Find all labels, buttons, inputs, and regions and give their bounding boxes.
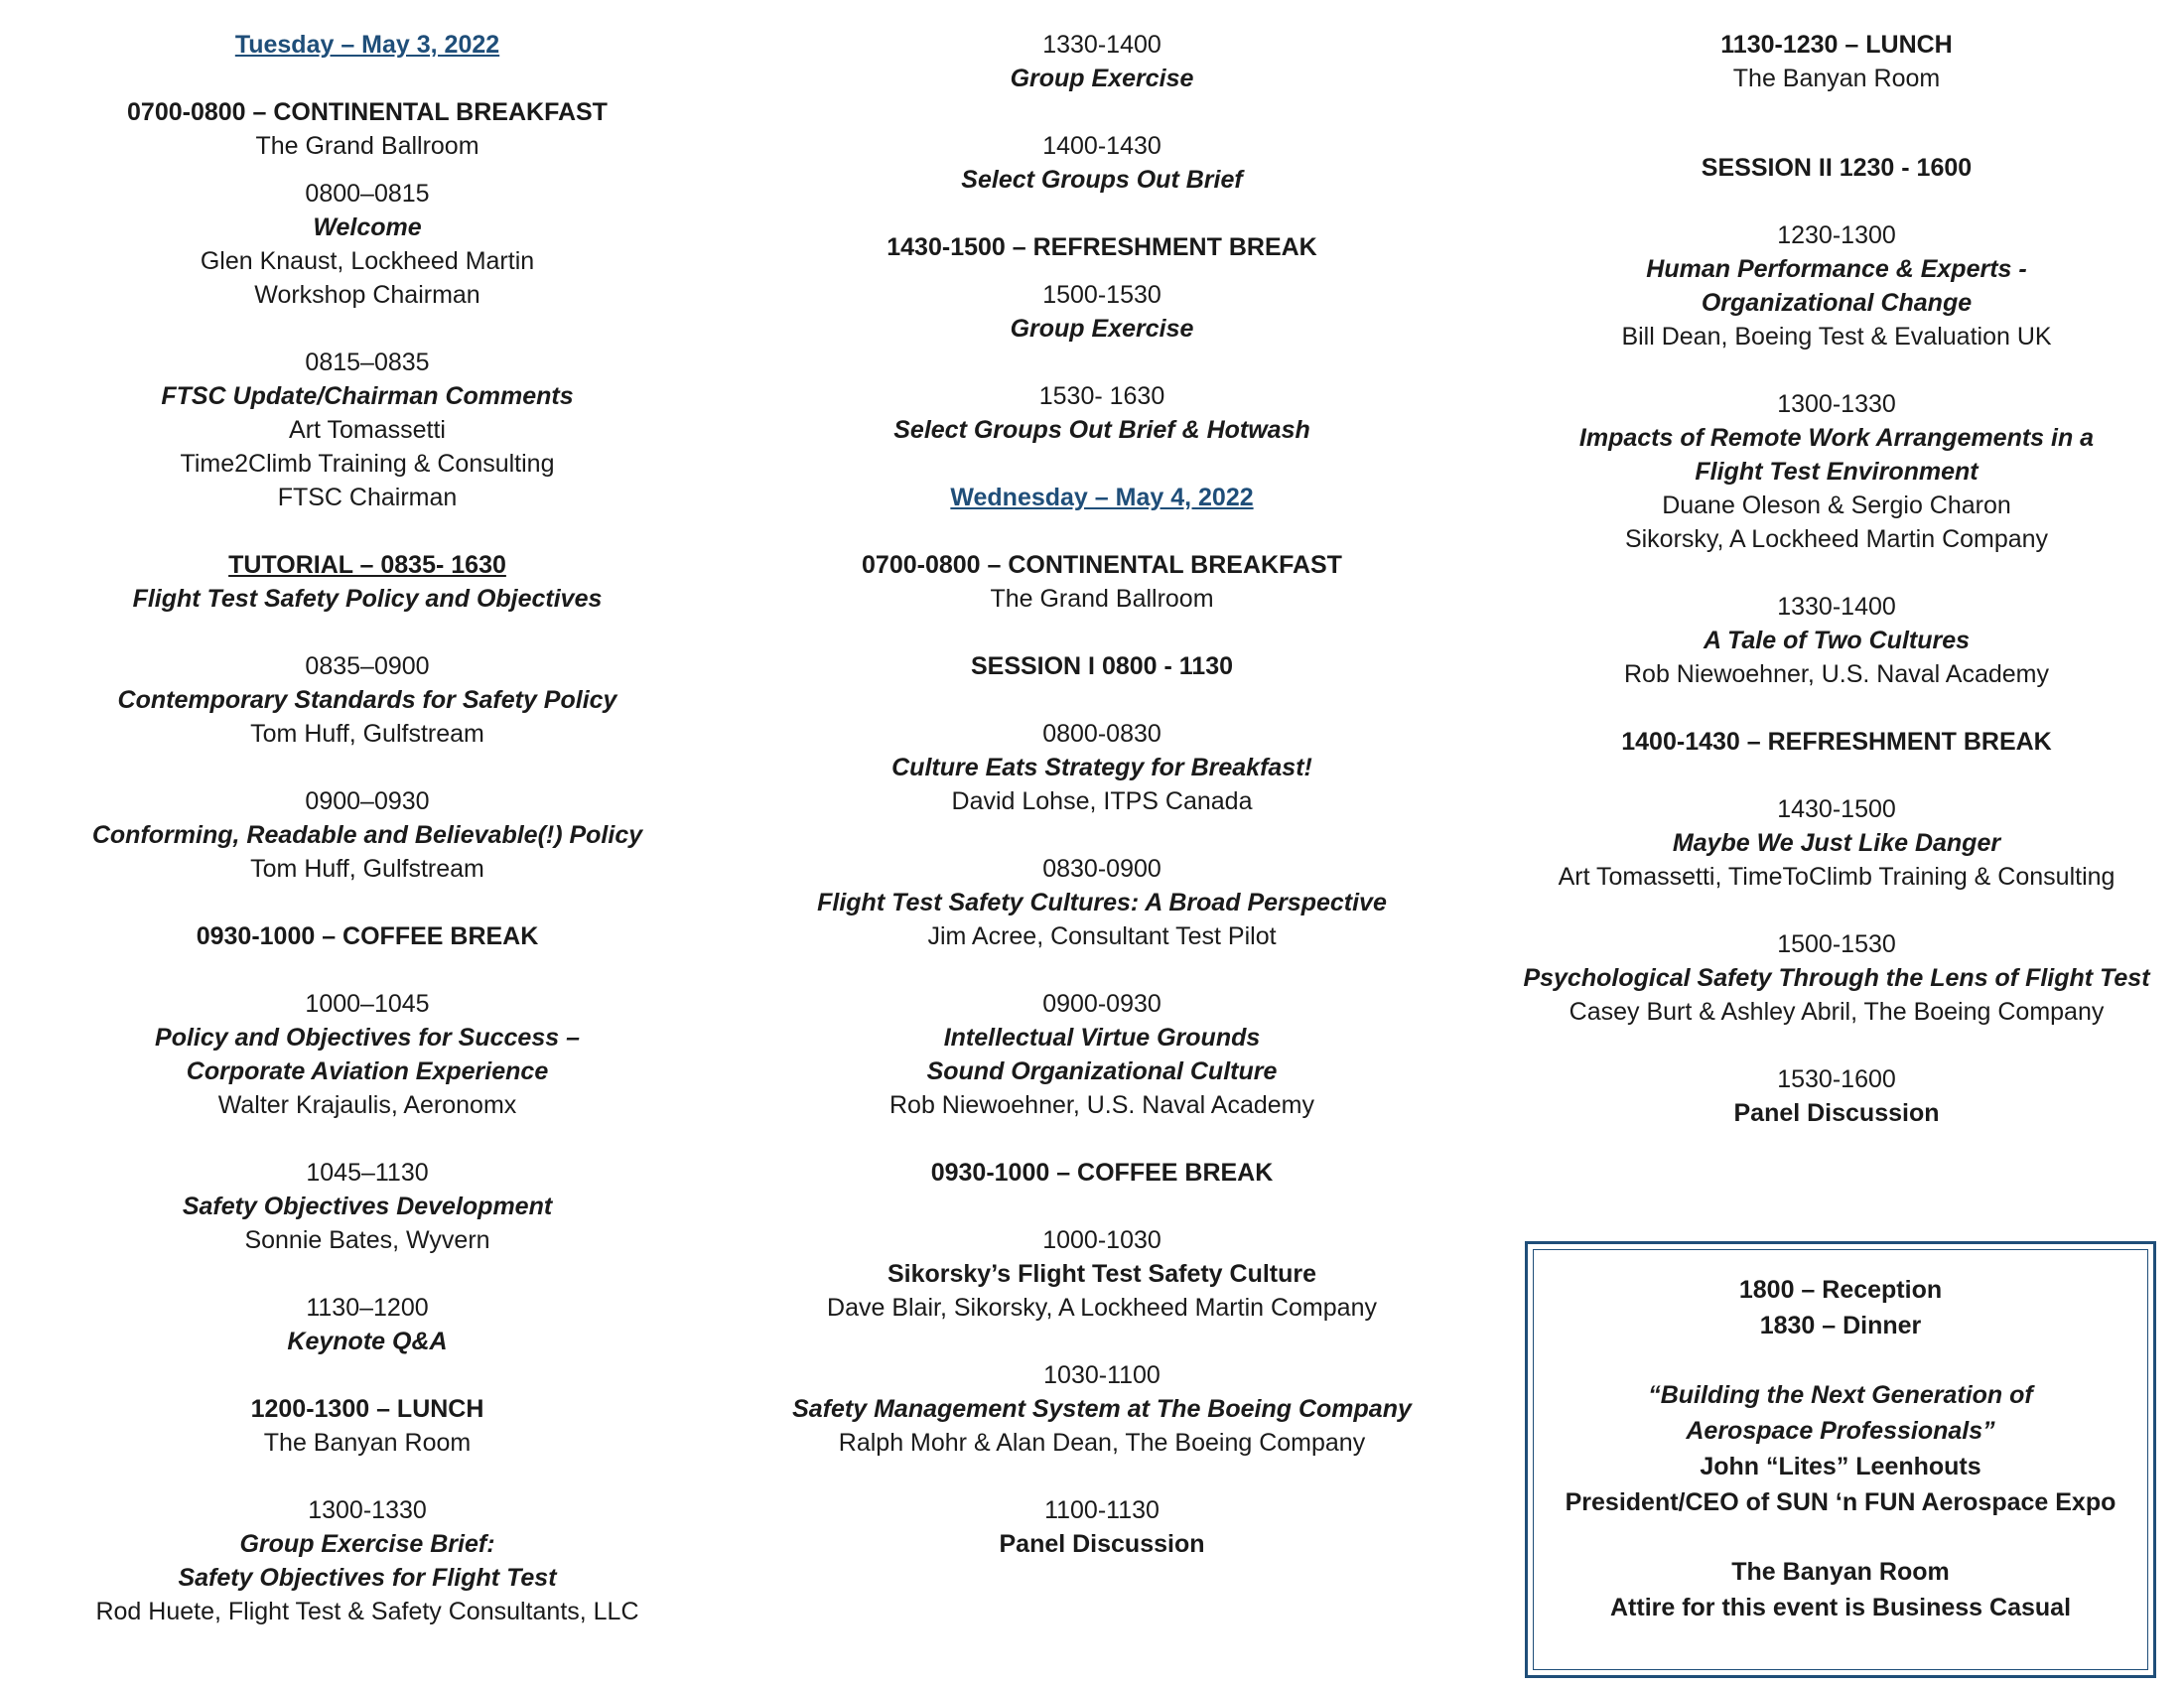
session-title-cont: Safety Objectives for Flight Test xyxy=(178,1564,557,1592)
session-time: 1400-1430 xyxy=(1042,132,1161,160)
session-time: 1000-1030 xyxy=(1042,1226,1161,1254)
session-time: 1500-1530 xyxy=(1042,281,1161,309)
session-time: 0835–0900 xyxy=(305,652,430,680)
break-header: 0700-0800 – CONTINENTAL BREAKFAST xyxy=(862,551,1342,579)
speaker: Rob Niewoehner, U.S. Naval Academy xyxy=(889,1091,1314,1119)
session-title: Human Performance & Experts - xyxy=(1646,255,2027,283)
session-title: FTSC Update/Chairman Comments xyxy=(161,382,574,410)
location: The Banyan Room xyxy=(1732,65,1941,92)
speaker-role: Workshop Chairman xyxy=(254,281,480,309)
agenda-column-tuesday-afternoon-wednesday xyxy=(774,28,1430,1561)
keynote-speaker-role: President/CEO of SUN ‘n FUN Aerospace Expo xyxy=(1565,1488,2116,1516)
dinner-time: 1830 – Dinner xyxy=(1759,1312,1922,1339)
session-time: 0815–0835 xyxy=(305,349,430,376)
session-time: 0800-0830 xyxy=(1042,720,1161,748)
session-time: 1300-1330 xyxy=(1777,390,1896,418)
break-header: 0930-1000 – COFFEE BREAK xyxy=(930,1159,1274,1187)
session-title: Contemporary Standards for Safety Policy xyxy=(117,686,617,714)
session-title: Intellectual Virtue Grounds xyxy=(943,1024,1261,1052)
speaker: Art Tomassetti xyxy=(289,416,446,444)
session-title: Keynote Q&A xyxy=(287,1328,448,1355)
session-title: Safety Management System at The Boeing Company xyxy=(792,1395,1412,1423)
break-header: 1200-1300 – LUNCH xyxy=(250,1395,484,1423)
speaker: Tom Huff, Gulfstream xyxy=(250,855,484,883)
session-time: 1330-1400 xyxy=(1777,593,1896,621)
session-title: Group Exercise xyxy=(1010,315,1194,343)
speaker: Tom Huff, Gulfstream xyxy=(250,720,484,748)
session-time: 0900-0930 xyxy=(1042,990,1161,1018)
location: The Grand Ballroom xyxy=(990,585,1214,613)
session-title-cont: Flight Test Environment xyxy=(1695,458,1979,486)
session-title: Conforming, Readable and Believable(!) Policy xyxy=(91,821,643,849)
speaker: Rod Huete, Flight Test & Safety Consultants, LLC xyxy=(95,1598,639,1625)
day-heading: Wednesday – May 4, 2022 xyxy=(950,484,1254,511)
session-title: Select Groups Out Brief xyxy=(961,166,1243,194)
break-header: 1400-1430 – REFRESHMENT BREAK xyxy=(1621,728,2052,756)
break-header: 1430-1500 – REFRESHMENT BREAK xyxy=(887,233,1317,261)
session-time: 0800–0815 xyxy=(305,180,430,208)
speaker: Rob Niewoehner, U.S. Naval Academy xyxy=(1624,660,2049,688)
session-header: SESSION II 1230 - 1600 xyxy=(1701,154,1973,182)
session-header: SESSION I 0800 - 1130 xyxy=(970,652,1234,680)
break-header: 0700-0800 – CONTINENTAL BREAKFAST xyxy=(127,98,608,126)
session-title: A Tale of Two Cultures xyxy=(1703,627,1971,654)
speaker: Walter Krajaulis, Aeronomx xyxy=(217,1091,517,1119)
session-title-cont: Corporate Aviation Experience xyxy=(186,1057,549,1085)
day-heading: Tuesday – May 3, 2022 xyxy=(234,31,500,59)
session-time: 1500-1530 xyxy=(1777,930,1896,958)
speaker-role: FTSC Chairman xyxy=(277,484,458,511)
session-title: Panel Discussion xyxy=(999,1530,1205,1558)
session-time: 1045–1130 xyxy=(306,1159,429,1187)
tutorial-title: Flight Test Safety Policy and Objectives xyxy=(132,585,603,613)
session-title: Maybe We Just Like Danger xyxy=(1672,829,2001,857)
session-time: 1230-1300 xyxy=(1777,221,1896,249)
reception-time: 1800 – Reception xyxy=(1738,1276,1943,1304)
evening-event-box-inner xyxy=(1533,1249,2148,1670)
session-time: 1100-1130 xyxy=(1044,1496,1160,1524)
speaker: Casey Burt & Ashley Abril, The Boeing Company xyxy=(1569,998,2105,1026)
session-title: Safety Objectives Development xyxy=(182,1193,553,1220)
agenda-column-wednesday-afternoon xyxy=(1519,28,2154,1130)
speaker: Jim Acree, Consultant Test Pilot xyxy=(927,922,1277,950)
break-header: 1130-1230 – LUNCH xyxy=(1720,31,1953,59)
attire-note: Attire for this event is Business Casual xyxy=(1609,1594,2072,1621)
session-time: 0830-0900 xyxy=(1042,855,1161,883)
session-time: 1530-1600 xyxy=(1777,1065,1896,1093)
session-title-cont: Organizational Change xyxy=(1701,289,1973,317)
speaker: Bill Dean, Boeing Test & Evaluation UK xyxy=(1621,323,2052,351)
session-time: 0900–0930 xyxy=(305,787,430,815)
speaker-org: Sikorsky, A Lockheed Martin Company xyxy=(1624,525,2049,553)
session-title: Group Exercise xyxy=(1010,65,1194,92)
session-title: Flight Test Safety Cultures: A Broad Perspective xyxy=(817,889,1387,916)
location: The Banyan Room xyxy=(263,1429,472,1457)
session-time: 1300-1330 xyxy=(308,1496,427,1524)
session-title: Welcome xyxy=(313,213,422,241)
tutorial-header: TUTORIAL – 0835- 1630 xyxy=(228,551,506,579)
keynote-title-cont: Aerospace Professionals” xyxy=(1686,1417,1995,1445)
session-title-cont: Sound Organizational Culture xyxy=(926,1057,1278,1085)
speaker: Art Tomassetti, TimeToClimb Training & Consulting xyxy=(1558,863,2116,891)
session-title: Psychological Safety Through the Lens of Flight Test xyxy=(1523,964,2150,992)
session-title: Impacts of Remote Work Arrangements in a xyxy=(1578,424,2095,452)
session-time: 1130–1200 xyxy=(306,1294,429,1322)
agenda-column-tuesday-morning xyxy=(60,28,675,1628)
evening-location: The Banyan Room xyxy=(1731,1558,1950,1586)
speaker: Ralph Mohr & Alan Dean, The Boeing Company xyxy=(838,1429,1366,1457)
session-title: Sikorsky’s Flight Test Safety Culture xyxy=(887,1260,1317,1288)
session-time: 1430-1500 xyxy=(1777,795,1896,823)
speaker-org: Time2Climb Training & Consulting xyxy=(180,450,555,478)
session-time: 1030-1100 xyxy=(1043,1361,1160,1389)
session-title: Policy and Objectives for Success – xyxy=(155,1024,580,1052)
speaker: David Lohse, ITPS Canada xyxy=(951,787,1253,815)
session-time: 1330-1400 xyxy=(1042,31,1161,59)
speaker: Dave Blair, Sikorsky, A Lockheed Martin Company xyxy=(827,1294,1377,1322)
location: The Grand Ballroom xyxy=(255,132,479,160)
keynote-title: “Building the Next Generation of xyxy=(1648,1381,2033,1409)
speaker: Sonnie Bates, Wyvern xyxy=(244,1226,490,1254)
session-title: Group Exercise Brief: xyxy=(239,1530,495,1558)
speaker: Glen Knaust, Lockheed Martin xyxy=(200,247,535,275)
session-time: 1530- 1630 xyxy=(1038,382,1165,410)
session-title: Select Groups Out Brief & Hotwash xyxy=(893,416,1310,444)
keynote-speaker: John “Lites” Leenhouts xyxy=(1700,1453,1981,1480)
session-time: 1000–1045 xyxy=(305,990,430,1018)
evening-event-box xyxy=(1525,1241,2156,1678)
break-header: 0930-1000 – COFFEE BREAK xyxy=(196,922,539,950)
session-title: Culture Eats Strategy for Breakfast! xyxy=(891,754,1312,781)
speaker: Duane Oleson & Sergio Charon xyxy=(1662,492,2011,519)
session-title: Panel Discussion xyxy=(1733,1099,1940,1127)
